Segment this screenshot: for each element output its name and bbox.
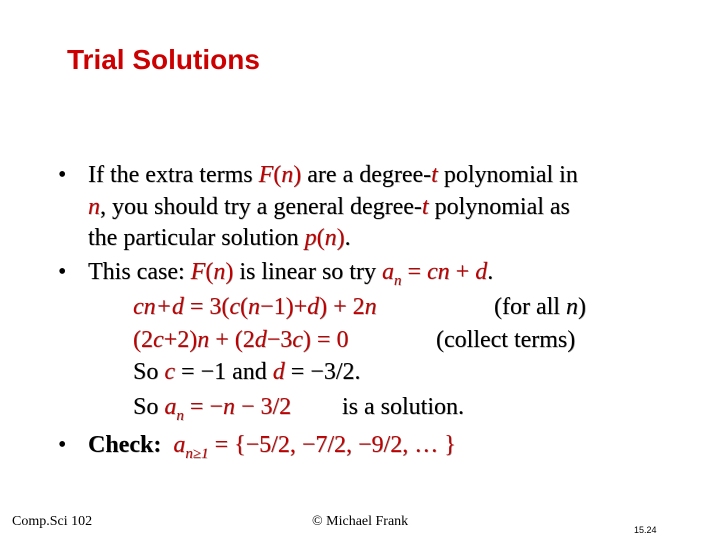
math-paren: ) xyxy=(293,162,302,188)
math-var: p xyxy=(304,225,317,251)
math-op: ) = 0 xyxy=(302,327,349,353)
note-text: (for all xyxy=(494,294,566,320)
page-number: 15.24 xyxy=(634,525,657,535)
math-var: n xyxy=(222,394,235,420)
math-set: = {−5/2, −7/2, −9/2, … } xyxy=(208,432,456,458)
math-paren: ) xyxy=(225,259,234,285)
text: So xyxy=(133,359,165,385)
footer-course: Comp.Sci 102 xyxy=(12,514,93,529)
math-var: a xyxy=(381,259,394,285)
math-op: = xyxy=(401,259,427,285)
math-var: n xyxy=(213,259,226,285)
text: = −3/2. xyxy=(284,359,361,385)
math-op: ) + 2 xyxy=(319,294,365,320)
math-paren: ( xyxy=(205,259,214,285)
math-op: = 3( xyxy=(183,294,230,320)
text: are a degree- xyxy=(301,162,432,188)
bullet-1-line-3 xyxy=(88,223,351,253)
math-subscript: n≥1 xyxy=(185,445,209,462)
equation-2 xyxy=(133,325,348,355)
math-var: a xyxy=(173,432,186,458)
math-var: c xyxy=(153,327,164,353)
math-op: (2 xyxy=(133,327,153,353)
math-op: − 3/2 xyxy=(234,394,292,420)
math-var: cn xyxy=(427,259,450,285)
bullet-1-line-2 xyxy=(88,192,570,222)
math-paren: ( xyxy=(240,294,249,320)
math-op: −1)+ xyxy=(260,294,308,320)
slide-title: Trial Solutions xyxy=(67,44,260,75)
text: = −1 and xyxy=(175,359,273,385)
math-var: d xyxy=(475,259,488,285)
math-var: n xyxy=(248,294,261,320)
equation-2-note: (collect terms) xyxy=(436,327,576,353)
footer-author: © Michael Frank xyxy=(312,514,409,529)
text: the particular solution xyxy=(88,225,305,251)
text: polynomial in xyxy=(437,162,578,188)
math-var: d xyxy=(272,359,285,385)
math-subscript: n xyxy=(176,407,184,424)
math-var: n xyxy=(88,194,100,220)
math-paren: ( xyxy=(273,162,282,188)
text: So xyxy=(133,394,165,420)
math-var: c xyxy=(292,327,303,353)
math-op: + xyxy=(449,259,476,285)
math-var: d xyxy=(307,294,320,320)
math-var: n xyxy=(565,294,578,320)
text: polynomial as xyxy=(428,194,570,220)
bullet-marker: • xyxy=(58,432,67,458)
text: . xyxy=(487,259,494,285)
bullet-marker: • xyxy=(58,259,67,285)
math-var: n xyxy=(281,162,294,188)
math-var: F xyxy=(190,259,206,285)
math-var: t xyxy=(431,162,438,188)
math-op: −3 xyxy=(266,327,293,353)
math-var: a xyxy=(164,394,177,420)
bullet-2-line xyxy=(88,257,493,287)
math-subscript: n xyxy=(393,272,402,289)
math-var: t xyxy=(421,194,429,220)
equation-1-note xyxy=(494,292,586,322)
math-var: F xyxy=(258,162,274,188)
math-expr: cn+d xyxy=(133,294,184,320)
check-label: Check: xyxy=(88,432,162,458)
bullet-1-line-1 xyxy=(88,160,578,190)
text: is linear so try xyxy=(233,259,382,285)
equation-4-note: is a solution. xyxy=(342,394,465,420)
math-var: c xyxy=(229,294,241,320)
math-var: c xyxy=(164,359,176,385)
note-text: ) xyxy=(577,294,586,320)
math-var: n xyxy=(197,327,210,353)
math-op: +2) xyxy=(163,327,198,353)
text: , you should try a general degree- xyxy=(100,194,422,220)
math-var: d xyxy=(254,327,267,353)
math-op: = − xyxy=(183,394,223,420)
math-var: n xyxy=(324,225,337,251)
text: This case: xyxy=(88,259,191,285)
bullet-3-line xyxy=(88,430,456,460)
bullet-marker: • xyxy=(58,162,67,188)
math-var: n xyxy=(364,294,377,320)
equation-1 xyxy=(133,292,377,322)
equation-3 xyxy=(133,357,361,387)
text: If the extra terms xyxy=(88,162,259,188)
math-paren: ( xyxy=(316,225,325,251)
math-paren: ) xyxy=(336,225,345,251)
text: . xyxy=(344,225,351,251)
equation-4 xyxy=(133,392,291,422)
math-op: + (2 xyxy=(209,327,255,353)
